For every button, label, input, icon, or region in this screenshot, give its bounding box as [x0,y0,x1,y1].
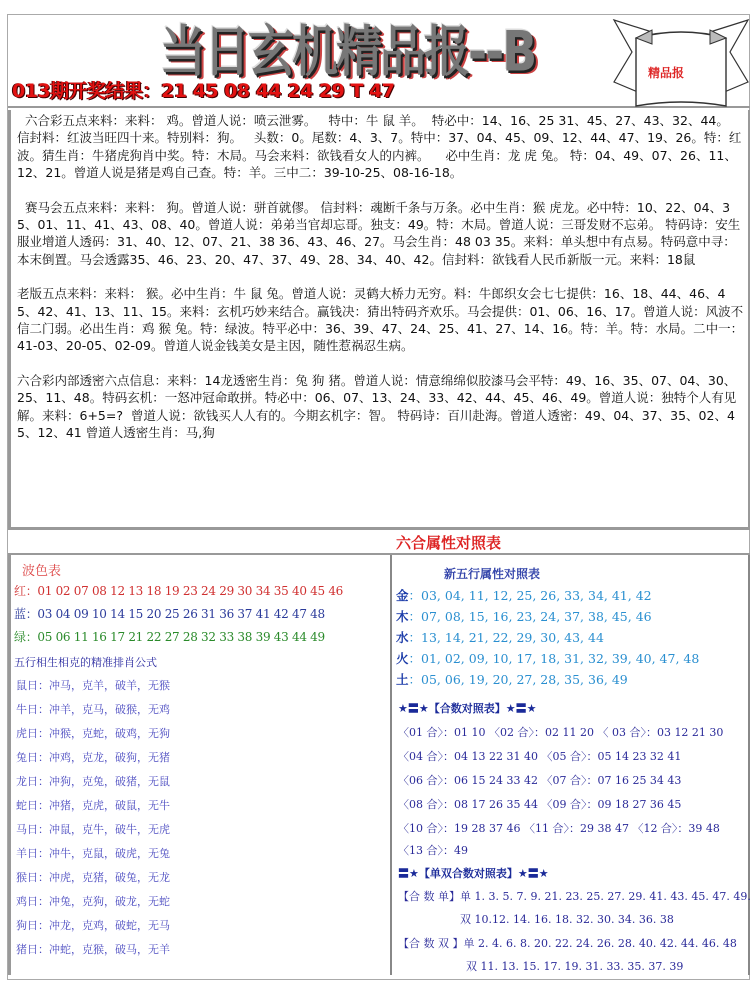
formula-row: 鼠日：冲马，克羊，破羊，无猴 [16,679,170,692]
element-numbers: 05, 06, 19, 20, 27, 28, 35, 36, 49 [421,672,628,687]
attribute-table-title: 六合属性对照表 [396,534,502,552]
draw-result: 013期开奖结果：21 45 08 44 24 29 T 47 [12,80,395,102]
wave-table-title: 波色表 [22,564,62,579]
formula-row: 狗日：冲龙，克鸡，破蛇，无马 [16,919,170,932]
element-row-wood: 木：07, 08, 15, 16, 23, 24, 37, 38, 45, 46 [396,609,652,624]
wave-numbers: 01 02 07 08 12 13 18 19 23 24 29 30 34 35 40 45 46 [37,584,344,598]
element-row-fire: 火：01, 02, 09, 10, 17, 18, 31, 32, 39, 40, 47, 48 [396,651,700,666]
wave-label: 红： [14,584,38,598]
sum-row: 〈08 合〉：08 17 26 35 44 〈09 合〉：09 18 27 36 45 [398,798,682,811]
formula-row: 羊日：冲牛，克鼠，破虎，无兔 [16,847,170,860]
paragraph-liuhecai: 六合彩五点来料：来料： 鸡。曾道人说：喷云泄雾。 特中：牛 鼠 羊。 特必中：14、16、25 31、45、27、43、32、44。 信封料：红波当旺四十来。特别料：狗。 头数：0。尾数：4、3、7。特中：37、04、45、09、12、44、47、19、26。特：红波。猜生肖：牛猪虎狗肖中奖。特：木局。马会来料：欲钱看女人的内裤。 必中生肖：龙 虎 兔。 特：04、49、07、26、11、12、21。曾道人说是猪是鸡自己查。特：羊。三中二：39-10-25、08-16-18。 [17,113,742,181]
formula-row: 猴日：冲虎，克猪，破兔，无龙 [16,871,170,884]
five-elements-title: 新五行属性对照表 [444,567,541,581]
odd-even-row: 双 11. 13. 15. 17. 19. 31. 33. 35. 37. 39 [466,960,684,973]
badge-label: 精品报 [648,66,685,80]
wave-row-green [14,628,325,645]
formula-row: 兔日：冲鸡，克龙，破狗，无猪 [16,751,170,764]
element-row-water: 水：13, 14, 21, 22, 29, 30, 43, 44 [396,630,604,645]
odd-even-row: 【合 数 双 】单 2. 4. 6. 8. 20. 22. 24. 26. 28. 40. 42. 44. 46. 48 [398,937,737,950]
formula-row: 虎日：冲猴，克蛇，破鸡，无狗 [16,727,170,740]
element-row-earth: 土：05, 06, 19, 20, 27, 28, 35, 36, 49 [396,672,628,687]
sum-row: 〈13 合〉：49 [398,844,468,857]
formula-row: 牛日：冲羊，克马，破猴，无鸡 [16,703,170,716]
element-numbers: 03, 04, 11, 12, 25, 26, 33, 34, 41, 42 [421,588,652,603]
wave-numbers: 05 06 11 16 17 21 22 27 28 32 33 38 39 43 44 49 [37,630,325,644]
sum-row: 〈01 合〉：01 10 〈02 合〉：02 11 20 〈 03 合〉：03 12 21 30 [398,726,724,739]
formula-row: 马日：冲鼠，克牛，破牛，无虎 [16,823,170,836]
element-label: 水 [396,630,409,645]
wave-numbers: 03 04 09 10 14 15 20 25 26 31 36 37 41 42 47 48 [37,607,325,621]
sum-table-title: ★〓★【合数对照表】★〓★ [398,702,537,715]
element-label: 金 [396,588,409,603]
formula-row: 猪日：冲蛇，克猴，破马，无羊 [16,943,170,956]
wave-label: 绿： [14,630,38,644]
ribbon-badge-icon [612,18,750,108]
formula-row: 龙日：冲狗，克兔，破猪，无鼠 [16,775,170,788]
paragraph-neibu: 六合彩内部透密六点信息：来料：14龙透密生肖：兔 狗 猪。曾道人说：情意绵绵似胶漆马会平特：49、16、35、07、04、30、25、11、48。特码玄机：一怒冲冠命敢拼。特必中：06、07、13、24、33、42、44、45、46、49。曾道人说：独特个人有见解。来料：6+5=? 曾道人说：欲钱买人人有的。今期玄机字：智。 特码诗：百川赴海。曾道人透密：49、04、37、35、02、45、12、41 曾道人透密生肖：马,狗 [17,372,737,441]
paragraph-saimahui: 赛马会五点来料：来料： 狗。曾道人说：骈首就僇。 信封料：魂断千条与万条。必中生肖：猴 虎龙。必中特：10、22、04、35、01、11、41、43、08、40。曾道人说：弟弟当官却忘哥。独支：49。特：木局。曾道人说：三哥发财不忘弟。 特码诗：安生服业增道人透码：31、40、12、07、21、38 36、43、46、27。马会生肖：48 03 35。来料：单头想中有点易。特码意中寻：本末倒置。马会透露35、46、23、20、47、37、49、28、34、40、42。信封料：欲钱看人民币新版一元。来料：18鼠 [17,199,741,267]
element-numbers: 01, 02, 09, 10, 17, 18, 31, 32, 39, 40, 47, 48 [421,651,700,666]
formula-row: 鸡日：冲兔，克狗，破龙，无蛇 [16,895,170,908]
wave-row-blue [14,605,325,622]
odd-even-title: 〓★【单双合数对照表】★〓★ [398,867,549,880]
element-row-metal: 金：03, 04, 11, 12, 25, 26, 33, 34, 41, 42 [396,588,652,603]
sum-row: 〈06 合〉：06 15 24 33 42 〈07 合〉：07 16 25 34 43 [398,774,682,787]
odd-even-row: 双 10.12. 14. 16. 18. 32. 30. 34. 36. 38 [460,913,674,926]
element-label: 火 [396,651,409,666]
sum-row: 〈04 合〉：04 13 22 31 40 〈05 合〉：05 14 23 32 41 [398,750,682,763]
formula-title: 五行相生相克的精准排肖公式 [14,656,157,669]
element-numbers: 13, 14, 21, 22, 29, 30, 43, 44 [421,630,604,645]
element-label: 木 [396,609,409,624]
page-title: 当日玄机精品报--B [160,18,536,84]
wave-label: 蓝： [14,607,38,621]
prediction-text-panel [8,110,750,530]
formula-row: 蛇日：冲猪，克虎，破鼠，无牛 [16,799,170,812]
element-label: 土 [396,672,409,687]
wave-row-red [14,582,343,599]
element-numbers: 07, 08, 15, 16, 23, 24, 37, 38, 45, 46 [421,609,652,624]
odd-even-row: 【合 数 单】单 1. 3. 5. 7. 9. 21. 23. 25. 27. 29. 41. 43. 45. 47. 49. [398,890,751,903]
sum-row: 〈10 合〉：19 28 37 46 〈11 合〉：29 38 47 〈12 合〉：39 48 [398,822,720,835]
paragraph-laoban: 老版五点来料：来料： 猴。必中生肖：牛 鼠 兔。曾道人说：灵鹤大桥力无穷。料：牛郎织女会七七提供：16、18、44、46、45、42、41、13、11、15。来料：玄机巧妙来结合。赢钱决：猜出特码齐欢乐。马会提供：01、06、16、17。曾道人说：风波不信二门弱。必出生肖：鸡 猴 兔。特：绿波。特平必中：36、39、47、24、25、41、27、14、16。特：羊。特：水局。二中一：41-03、20-05、02-09。曾道人说金钱美女是主因，随性惹祸忍生病。 [17,286,744,354]
